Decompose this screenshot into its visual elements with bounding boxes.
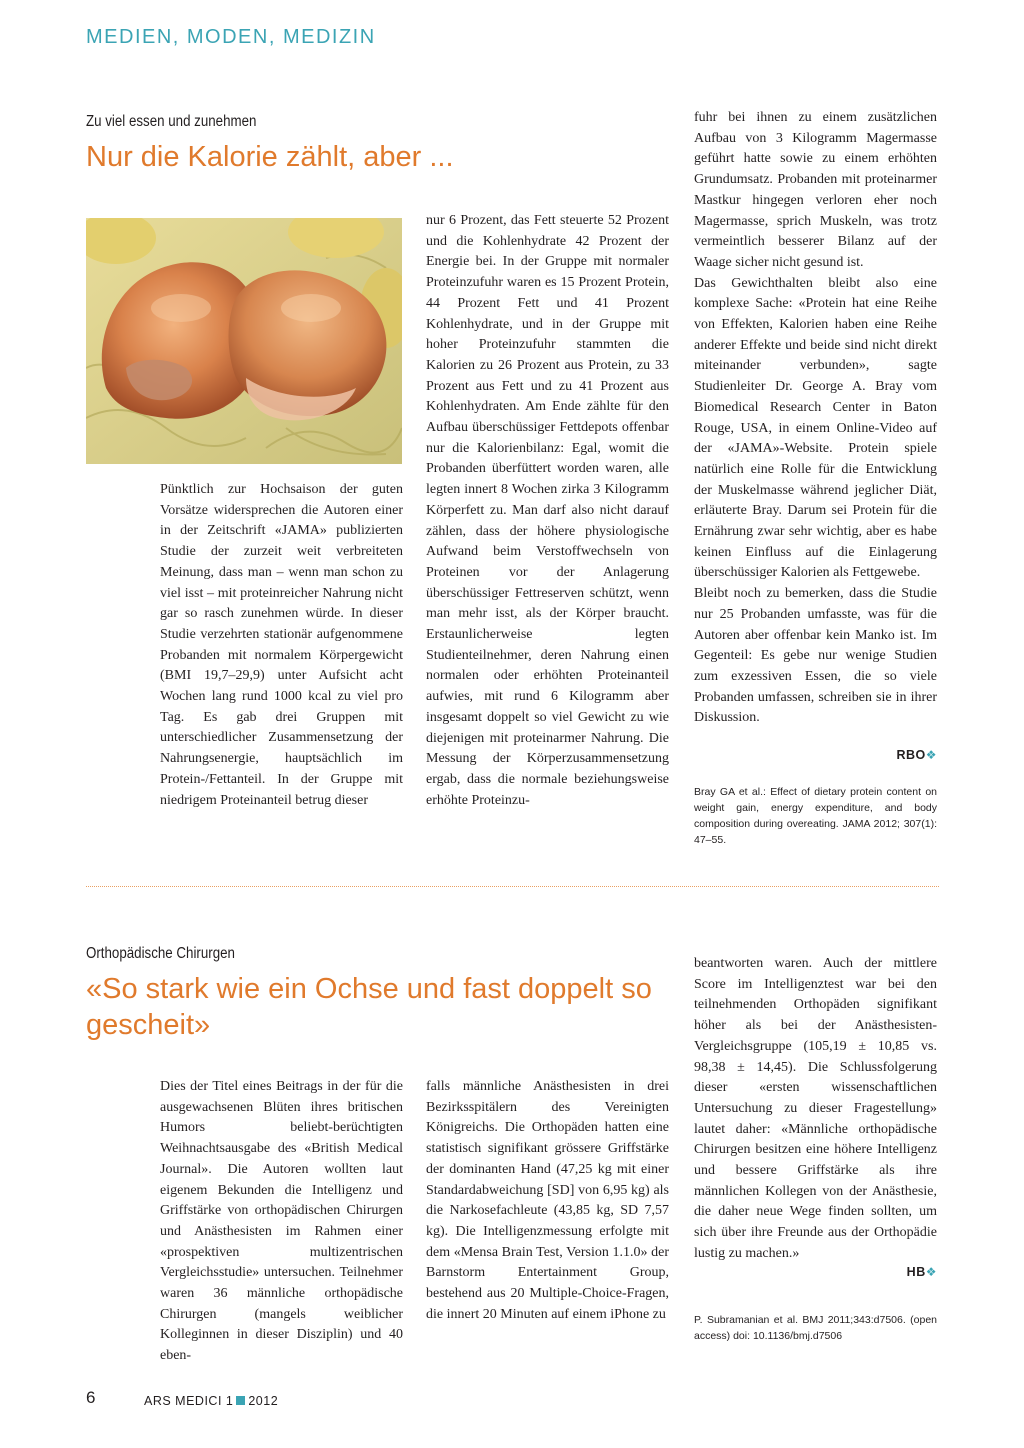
article2-signature-text: HB (906, 1265, 926, 1279)
article1-kicker: Zu viel essen und zunehmen (86, 113, 257, 130)
article2-column-3 (694, 954, 937, 1265)
article1-col3-p3: Bleibt noch zu bemerken, dass die Studie nur 25 Probanden umfasste, was für die Autoren aber offenbar kein Manko ist. Im Gegenteil: Es gebe nur wenige Studien zum exzessiven Essen, die so viele Probanden umfassen, schreiben sie in ihrer Diskussion. (694, 586, 937, 726)
article2-column-1 (160, 1077, 403, 1367)
magazine-footer (144, 1394, 278, 1408)
article1-col2-text: nur 6 Prozent, das Fett steuerte 52 Prozent und die Kohlenhydrate 42 Prozent der Energie bei. In der Gruppe mit normaler Proteinzufuhr waren es 15 Prozent Protein, 44 Prozent Fett und 41 Prozent Kohlenhydrate, und in der Gruppe mit hoher Proteinzufuhr stammten die Kalorien zu 26 Prozent aus Protein, zu 33 Prozent aus Fett und zu 41 Prozent aus Kohlenhydraten. Am Ende zählte für den Aufbau überschüssiger Fettdepots offenbar nur die Kalorienbilanz: Egal, womit die Probanden überfüttert worden waren, alle legten innert 8 Wochen zirka 3 Kilogramm Körperfett zu. Man darf also nicht darauf zählen, dass der höhere physiologische Aufwand beim Verstoffwechseln von Proteinen vor der Anlagerung überschüssiger Fettreserven schützt, wenn man mehr isst, als der Körper braucht. Erstaunlicherweise legten Studienteilnehmer, deren Nahrung einen normalen oder erhöhten Proteinanteil aufwies, mit rund 6 Kilogramm aber insgesamt doppelt so viel Gewicht zu wie diejenigen mit proteinarmer Nahrung. Die Messung der Körperzusammensetzung ergab, dass die normale beziehungsweise erhöhte Proteinzu- (426, 213, 669, 808)
magazine-year: 2012 (248, 1394, 279, 1408)
article2-col2-text: falls männliche Anästhesisten in drei Bezirksspitälern des Vereinigten Königreichs. Die Orthopäden hatten eine statistisch signifikant grössere Griffstärke der dominanten Hand (47,25 kg mit einer Standardabweichung [SD] von 6,95 kg) als die Narkosefachleute (43,85 kg, SD 7,57 kg). Die Intelligenzmessung erfolgte mit dem «Mensa Brain Test, Version 1.1.0» der Barnstorm Entertainment Group, bestehend aus 20 Multiple-Choice-Fragen, die innert 20 Minuten auf einem iPhone zu (426, 1079, 669, 1322)
article2-reference: P. Subramanian et al. BMJ 2011;343:d7506. (open access) doi: 10.1136/bmj.d7506 (694, 1314, 937, 1342)
article1-signature-text: RBO (896, 748, 926, 762)
article1-column-2 (426, 211, 669, 811)
page-number: 6 (86, 1388, 96, 1407)
article2-headline: «So stark wie ein Ochse und fast doppelt so gescheit» (86, 973, 652, 1041)
food-image (86, 218, 402, 464)
diamond-icon: ❖ (925, 748, 937, 762)
diamond-icon: ❖ (925, 1265, 937, 1279)
article2-col3-text: beantworten waren. Auch der mittlere Score im Intelligenztest war bei den teilnehmenden Orthopäden signifikant höher als bei der Anästhesisten-Vergleichsgruppe (105,19 ± 10,85 vs. 98,38 ± 14,45). Die Schlussfolgerung dieser «ersten wissenschaftlichen Untersuchung zu dieser Fragestellung» lautet daher: «Männliche orthopädische Chirurgen besitzen eine höhere Intelligenz und bessere Griffstärke als ihre männlichen Kollegen von der Anästhesie, die daher neue Wege finden sollten, um sich über ihre Freunde aus der Orthopädie lustig zu machen.» (694, 956, 937, 1261)
square-icon (236, 1396, 245, 1405)
section-divider (86, 886, 939, 887)
article1-col3-p2: Das Gewichthalten bleibt also eine komplexe Sache: «Protein hat eine Reihe von Effekten, Kalorien haben eine Reihe anderer Effekte und beide sind nicht direkt miteinander verbunden», sagte Studienleiter Dr. George A. Bray vom Biomedical Research Center in Baton Rouge, USA, in einem Online-Video auf der «JAMA»-Website. Protein spiele natürlich eine Rolle für die Entwicklung der Muskelmasse während jeglicher Diät, erläuterte Bray. Darum sei Protein für die Ernährung zwar sehr wichtig, aber es habe keinen Einfluss auf die Einlagerung überschüssiger Kalorien als Fettgewebe. (694, 275, 937, 581)
article2-kicker: Orthopädische Chirurgen (86, 945, 235, 962)
article1-headline: Nur die Kalorie zählt, aber ... (86, 141, 454, 173)
article1-col1-text: Pünktlich zur Hochsaison der guten Vorsätze widersprechen die Autoren einer in der Zeitschrift «JAMA» publizierten Studie der zurzeit weit verbreiteten Meinung, dass man – wenn man schon zu viel isst – mit proteinreicher Nahrung nicht gar so rasch zunehmen würde. In dieser Studie verzehrten stationär aufgenommene Probanden mit normalem Körpergewicht (BMI 19,7–29,9) unter Aufsicht acht Wochen lang rund 1000 kcal zu viel pro Tag. Es gab drei Gruppen mit unterschiedlicher Zusammensetzung der Nahrungsenergie, hauptsächlich im Protein-/Fettanteil. In der Gruppe mit niedrigem Proteinanteil betrug dieser (160, 482, 403, 808)
article1-photo (86, 218, 402, 464)
article1-signature (694, 748, 937, 762)
article2-signature (694, 1265, 937, 1279)
section-header: MEDIEN, MODEN, MEDIZIN (86, 26, 376, 48)
article1-column-3 (694, 108, 937, 729)
article1-col3-p1: fuhr bei ihnen zu einem zusätzlichen Aufbau von 3 Kilogramm Magermasse geführt hatte sowie zu einem erhöhten Grundumsatz. Probanden mit proteinarmer Mastkur hingegen verloren eher noch Magermasse, sprich Muskeln, was trotz vermeintlich besserer Bilanz auf der Waage sicher nicht gesund ist. (694, 110, 937, 270)
article2-column-2 (426, 1077, 669, 1325)
article1-column-1 (160, 480, 403, 811)
magazine-name: ARS MEDICI 1 (144, 1394, 234, 1408)
article2-col1-text: Dies der Titel eines Beitrags in der für die ausgewachsenen Blüten ihres britischen Humors beliebt-berüchtigten Weihnachtsausgabe des «British Medical Journal». Die Autoren wollten laut eigenem Bekunden die Intelligenz und Griffstärke von orthopädischen Chirurgen und Anästhesisten im Rahmen einer «prospektiven multizentrischen Vergleichsstudie» untersuchen. Teilnehmer waren 36 männliche orthopädische Chirurgen (mangels weiblicher Kolleginnen in dieser Disziplin) und 40 eben- (160, 1079, 403, 1364)
article1-reference: Bray GA et al.: Effect of dietary protein content on weight gain, energy expenditure, and body composition during overeating. JAMA 2012; 307(1): 47–55. (694, 786, 937, 846)
